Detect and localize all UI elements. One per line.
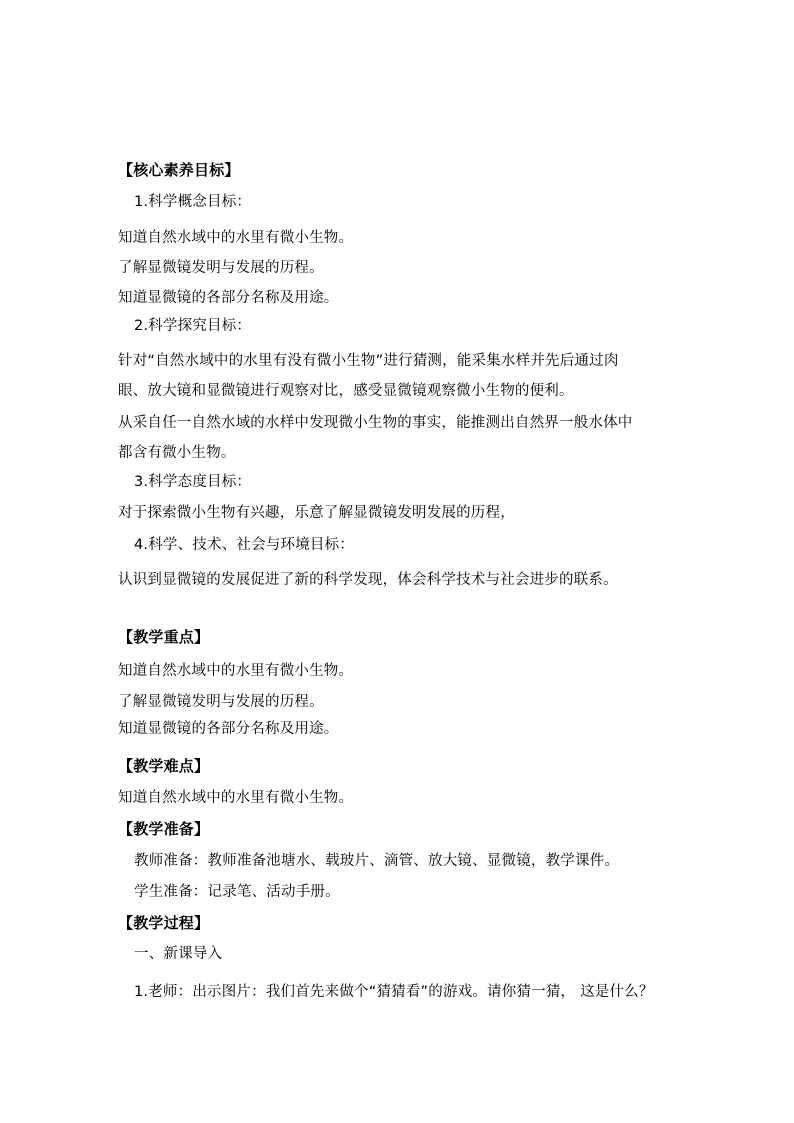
difficulty-text: 知道自然水域中的水里有微小生物。	[118, 790, 354, 806]
process-section-1: 一、新课导入	[134, 946, 223, 962]
key-point-1: 知道自然水域中的水里有微小生物。	[118, 663, 354, 679]
concept-item-3: 知道显微镜的各部分名称及用途。	[118, 290, 339, 306]
key-point-3: 知道显微镜的各部分名称及用途。	[118, 721, 339, 737]
inquiry-paragraph-2-line-1: 从采自任一自然水域的水样中发现微小生物的事实，能推测出自然界一般水体中	[118, 415, 633, 431]
attitude-goal-text: 对于探索微小生物有兴趣，乐意了解显微镜发明发展的历程，	[118, 505, 515, 521]
concept-item-2: 了解显微镜发明与发展的历程。	[118, 260, 324, 276]
teacher-preparation: 教师准备：教师准备池塘水、载玻片、滴管、放大镜、显微镜，教学课件。	[134, 853, 620, 869]
core-goals-heading: 【核心素养目标】	[118, 161, 240, 179]
student-preparation: 学生准备：记录笔、活动手册。	[134, 884, 340, 900]
sts-goal-title: 4.科学、技术、社会与环境目标：	[134, 537, 355, 553]
process-step-1: 1.老师：出示图片：我们首先来做个“猜猜看”的游戏。请你猜一猜， 这是什么？	[134, 984, 654, 1000]
sts-goal-text: 认识到显微镜的发展促进了新的科学发现，体会科学技术与社会进步的联系。	[118, 572, 618, 588]
inquiry-paragraph-2-line-2: 都含有微小生物。	[118, 445, 236, 461]
inquiry-goal-title: 2.科学探究目标：	[134, 318, 252, 334]
key-points-heading: 【教学重点】	[118, 628, 210, 646]
process-heading: 【教学过程】	[118, 914, 210, 932]
difficulty-heading: 【教学难点】	[118, 757, 210, 775]
key-point-2: 了解显微镜发明与发展的历程。	[118, 694, 324, 710]
inquiry-paragraph-1-line-2: 眼、放大镜和显微镜进行观察对比，感受显微镜观察微小生物的便利。	[118, 383, 574, 399]
concept-goal-title: 1.科学概念目标：	[134, 194, 252, 210]
concept-item-1: 知道自然水域中的水里有微小生物。	[118, 230, 354, 246]
preparation-heading: 【教学准备】	[118, 820, 210, 838]
inquiry-paragraph-1-line-1: 针对“自然水域中的水里有没有微小生物”进行猜测，能采集水样并先后通过肉	[118, 353, 619, 369]
attitude-goal-title: 3.科学态度目标：	[134, 474, 252, 490]
